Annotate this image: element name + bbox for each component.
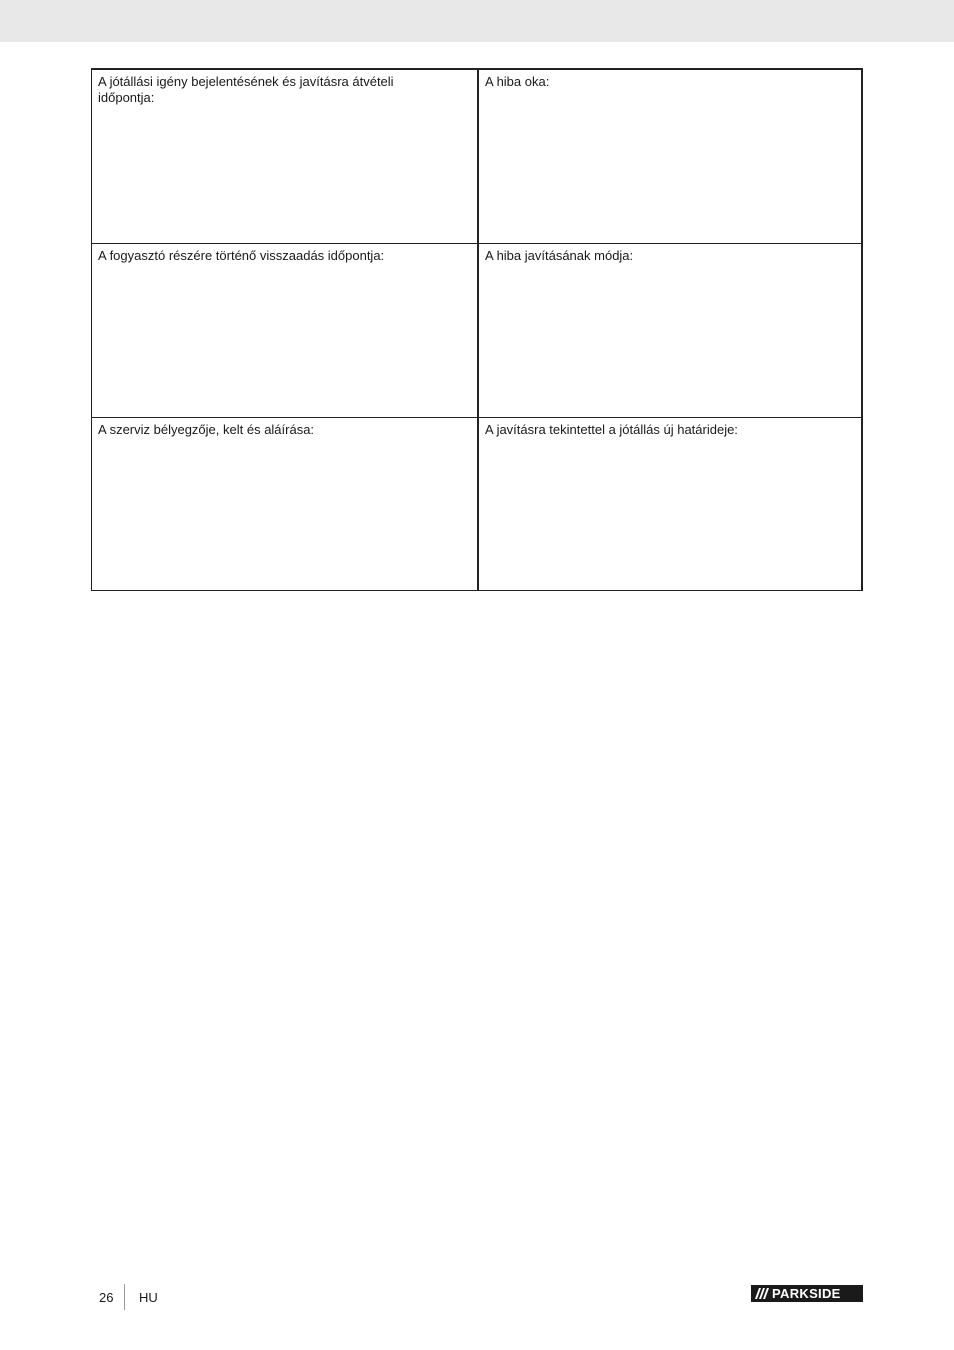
form-cell-new-warranty-deadline[interactable]	[477, 417, 862, 590]
top-band	[0, 0, 954, 42]
form-cell-label: A szerviz bélyegzője, kelt és aláírása:	[98, 422, 315, 437]
brand-name: PARKSIDE	[772, 1286, 841, 1301]
warranty-repair-form	[91, 68, 863, 591]
form-cell-label: A hiba oka:	[485, 74, 550, 89]
logo-stripes-icon	[751, 1285, 773, 1302]
form-cell-label: A jótállási igény bejelentésének és javításra átvételi időpontja:	[98, 74, 394, 105]
form-cell-label: A hiba javításának módja:	[485, 248, 634, 263]
form-cell-label: A fogyasztó részére történő visszaadás időpontja:	[98, 248, 385, 263]
language-code: HU	[139, 1290, 158, 1305]
form-cell-service-stamp[interactable]	[92, 417, 477, 590]
parkside-logo	[751, 1285, 863, 1302]
form-cell-label: A javításra tekintettel a jótállás új határideje:	[485, 422, 738, 437]
form-cell-defect-cause[interactable]	[477, 70, 862, 243]
page-number: 26	[99, 1290, 114, 1305]
footer-divider	[124, 1284, 125, 1310]
form-cell-repair-method[interactable]	[477, 243, 862, 417]
form-cell-claim-date[interactable]	[92, 70, 477, 243]
form-cell-return-date[interactable]	[92, 243, 477, 417]
